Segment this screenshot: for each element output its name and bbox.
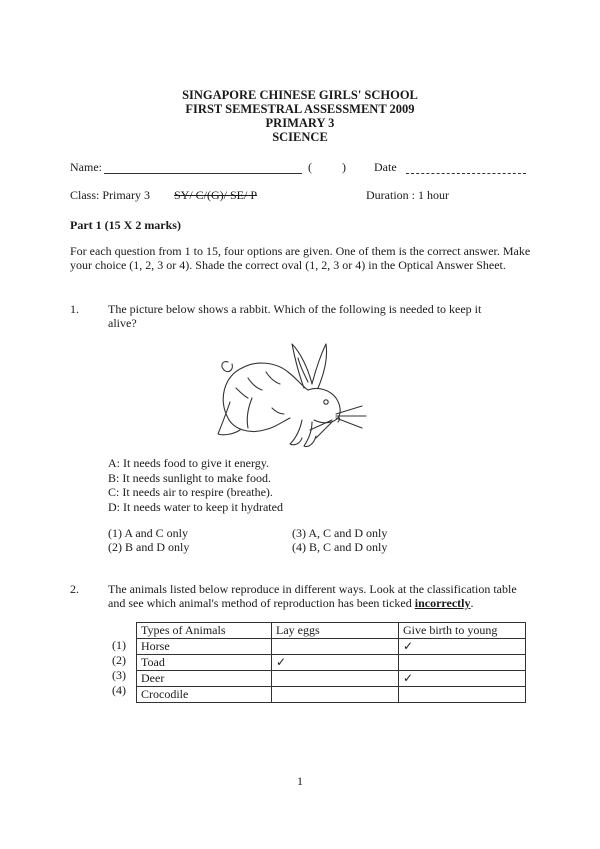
q1-option-4[interactable]: (4) B, C and D only	[292, 540, 388, 554]
class-options: SY/ C/(G)/ SE/ P	[174, 188, 258, 202]
q1-statements	[108, 456, 283, 514]
date-label: Date	[374, 160, 397, 174]
q1-option-3[interactable]: (3) A, C and D only	[292, 526, 388, 540]
q1-text: The picture below shows a rabbit. Which of the following is needed to keep it alive?	[108, 302, 482, 330]
level: PRIMARY 3	[265, 116, 335, 130]
q2-row-num-1: (1)	[112, 638, 126, 652]
table-header	[137, 623, 526, 639]
instructions: For each question from 1 to 15, four options are given. One of them is the correct answer. Make your choice (1, 2, 3 or 4). Shade the correct oval (1, 2, 3 or 4) in the Optical Answer Sheet.	[70, 244, 531, 272]
index-close: )	[342, 160, 346, 174]
q1-option-2[interactable]: (2) B and D only	[108, 540, 190, 554]
table-row	[137, 639, 526, 655]
table-row	[137, 687, 526, 703]
q1-option-1[interactable]: (1) A and C only	[108, 526, 188, 540]
row-lay-eggs	[272, 639, 399, 655]
assessment-title: FIRST SEMESTRAL ASSESSMENT 2009	[185, 102, 415, 116]
class-label: Class: Primary 3	[70, 188, 150, 202]
q2-text-main: The animals listed below reproduce in different ways. Look at the classification table and see which animal's method of reproduction has been ticked	[108, 582, 517, 610]
page-number: 1	[297, 774, 303, 788]
subject: SCIENCE	[272, 130, 328, 144]
q1-statement-a: A: It needs food to give it energy.	[108, 456, 269, 470]
name-label: Name:	[70, 160, 102, 174]
row-animal: Toad	[137, 655, 272, 671]
q2-number: 2.	[70, 582, 79, 596]
table-row	[137, 671, 526, 687]
header-lay-eggs: Lay eggs	[272, 623, 399, 639]
q1-statement-b: B: It needs sunlight to make food.	[108, 470, 271, 485]
q1-statement-c: C: It needs air to respire (breathe).	[108, 485, 273, 499]
class-row	[70, 188, 550, 204]
index-open: (	[308, 160, 312, 174]
row-lay-eggs	[272, 671, 399, 687]
row-lay-eggs	[272, 687, 399, 703]
q2-row-numbers	[112, 638, 126, 698]
rabbit-illustration	[212, 338, 370, 454]
row-lay-eggs: ✓	[272, 655, 399, 671]
q2-text: The animals listed below reproduce in different ways. Look at the classification table and see which animal's method of reproduction has been ticked incorrectly.	[108, 582, 517, 610]
row-give-birth	[399, 687, 526, 703]
row-animal: Deer	[137, 671, 272, 687]
row-animal: Crocodile	[137, 687, 272, 703]
name-row	[70, 160, 550, 176]
part-title: Part 1 (15 X 2 marks)	[70, 218, 181, 232]
q2-text-emph: incorrectly	[414, 596, 471, 610]
q1-statement-d: D: It needs water to keep it hydrated	[108, 499, 283, 514]
row-animal: Horse	[137, 639, 272, 655]
header-animals: Types of Animals	[137, 623, 272, 639]
duration: Duration : 1 hour	[366, 188, 449, 202]
classification-table	[136, 622, 526, 703]
q2-row-num-4: (4)	[112, 683, 126, 697]
row-give-birth	[399, 655, 526, 671]
date-blank[interactable]	[406, 160, 526, 174]
school-name: SINGAPORE CHINESE GIRLS' SCHOOL	[182, 88, 418, 102]
q2-row-num-3: (3)	[112, 668, 126, 682]
q2-row-num-2: (2)	[112, 653, 126, 667]
row-give-birth: ✓	[399, 639, 526, 655]
header-give-birth: Give birth to young	[399, 623, 526, 639]
row-give-birth: ✓	[399, 671, 526, 687]
table-row	[137, 655, 526, 671]
q1-number: 1.	[70, 302, 79, 316]
name-blank[interactable]	[104, 160, 302, 174]
